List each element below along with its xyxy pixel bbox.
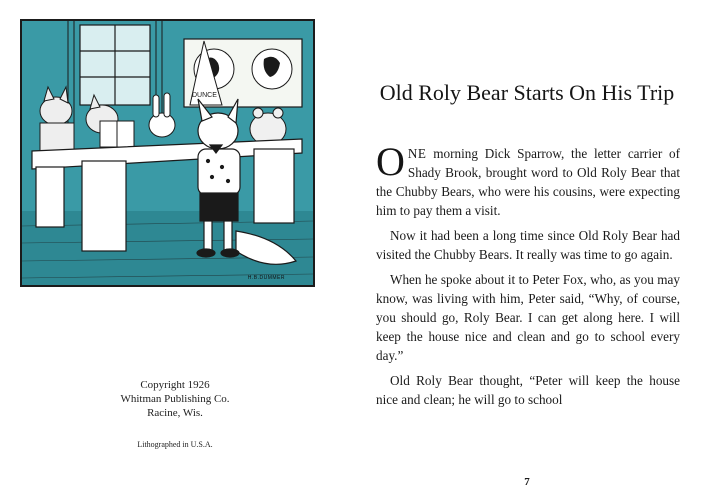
publisher-name: Whitman Publishing Co. (120, 393, 230, 405)
dunce-cap-label: DUNCE (192, 92, 217, 99)
paragraph-1-text: morning Dick Sparrow, the letter carrier of Shady Brook, brought word to Old Roly Bear that the Chubby Bears, who were his cousins, were expecting him to pay them a visit. (376, 146, 680, 218)
page-number: 7 (524, 476, 530, 488)
paragraph-2: Now it had been a long time since Old Roly Bear had visited the Chubby Bears. It really was time to go again. (376, 228, 680, 262)
classroom-scene-image (22, 21, 313, 285)
paragraph-4: Old Roly Bear thought, “Peter will keep the house nice and clean; he will go to school (376, 373, 680, 407)
left-page (0, 0, 350, 502)
window-picture (80, 25, 150, 105)
artist-signature: H.B.DUMMER (247, 275, 285, 281)
classroom-illustration (20, 19, 315, 287)
story-text (376, 139, 680, 415)
paragraph-1 (376, 139, 680, 220)
paragraph-1-opening: NE (407, 146, 427, 161)
lithographed-note: Lithographed in U.S.A. (137, 440, 213, 449)
copyright-year: Copyright 1926 (140, 379, 210, 391)
copyright-block (100, 378, 250, 420)
right-page (362, 0, 692, 502)
publisher-location: Racine, Wis. (147, 407, 203, 419)
paragraph-3: When he spoke about it to Peter Fox, who, as you may know, was living with him, Peter said, “Why, of course, you should go, Roly Bear. I can get along here. I will keep the house nice and clean and go to school every day.” (376, 272, 680, 363)
drop-cap: O (376, 139, 405, 184)
chapter-title: Old Roly Bear Starts On His Trip (379, 80, 675, 105)
